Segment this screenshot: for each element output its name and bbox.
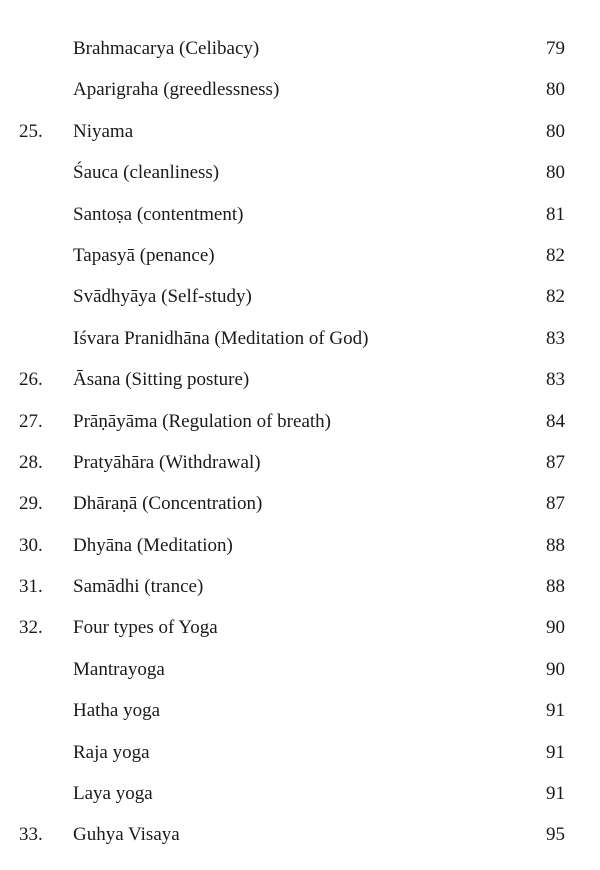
toc-entry [0, 649, 600, 690]
toc-entry-page: 84 [546, 410, 565, 432]
toc-entry-title: Dhyāna (Meditation) [73, 534, 233, 556]
toc-entry-number: 26. [19, 369, 43, 391]
toc-entry [0, 194, 600, 235]
toc-entry-page: 90 [546, 617, 565, 639]
toc-entry-page: 79 [546, 38, 565, 59]
toc-entry-number: 31. [19, 576, 43, 598]
toc-entry-page: 81 [546, 203, 565, 225]
toc-entry-page: 80 [546, 120, 565, 142]
toc-entry [0, 442, 600, 483]
toc-entry-title: Pratyāhāra (Withdrawal) [73, 451, 261, 473]
toc-entry [0, 525, 600, 566]
toc-entry-page: 87 [546, 451, 565, 473]
toc-entry-title: Mantrayoga [73, 658, 165, 680]
toc-entry [0, 276, 600, 317]
toc-entry-title: Śauca (cleanliness) [73, 162, 220, 184]
toc-entry [0, 111, 600, 152]
toc-entry [0, 359, 600, 400]
toc-entry-number: 30. [19, 534, 43, 556]
toc-entry [0, 773, 600, 814]
toc-entry-number: 33. [19, 824, 43, 846]
toc-entry-title: Four types of Yoga [73, 617, 218, 639]
toc-entry-number: 32. [19, 617, 43, 639]
toc-entry [0, 318, 600, 359]
toc-entry-page: 83 [546, 327, 565, 349]
toc-entry-title: Tapasyā (penance) [73, 244, 215, 266]
toc-entry [0, 152, 600, 193]
toc-entry-title: Hatha yoga [73, 700, 161, 722]
toc-entry-page: 80 [546, 79, 565, 101]
toc-entry [0, 814, 600, 855]
toc-entry-page: 88 [546, 576, 565, 598]
toc-entry [0, 607, 600, 648]
toc-entry-number: 28. [19, 451, 43, 473]
toc-entry-page: 83 [546, 369, 565, 391]
toc-entry-title: Guhya Visaya [73, 824, 180, 846]
toc-entry-title: Aparigraha (greedlessness) [73, 79, 280, 101]
table-of-contents [0, 28, 600, 856]
toc-entry [0, 690, 600, 731]
toc-entry [0, 566, 600, 607]
toc-entry-title: Raja yoga [73, 741, 150, 763]
toc-entry-page: 91 [546, 700, 565, 722]
toc-entry-title: Laya yoga [73, 783, 153, 805]
toc-entry [0, 732, 600, 773]
toc-entry-page: 88 [546, 534, 565, 556]
toc-entry [0, 483, 600, 524]
toc-entry-title: Prāṇāyāma (Regulation of breath) [73, 410, 331, 432]
toc-entry-number: 29. [19, 493, 43, 515]
toc-entry-title: Svādhyāya (Self-study) [73, 286, 252, 308]
toc-entry-title: Niyama [73, 120, 134, 142]
toc-entry-page: 80 [546, 162, 565, 184]
toc-entry-page: 91 [546, 741, 565, 763]
toc-entry-page: 95 [546, 824, 565, 846]
toc-entry-title: Samādhi (trance) [73, 576, 204, 598]
toc-entry-page: 90 [546, 658, 565, 680]
toc-entry-title: Dhāraṇā (Concentration) [73, 493, 263, 515]
toc-entry-number: 27. [19, 410, 43, 432]
toc-entry-number: 25. [19, 120, 43, 142]
toc-entry-page: 91 [546, 783, 565, 805]
toc-entry [0, 235, 600, 276]
toc-entry [0, 28, 600, 69]
toc-entry-page: 82 [546, 244, 565, 266]
toc-entry-page: 87 [546, 493, 565, 515]
toc-entry-title: Santoṣa (contentment) [73, 203, 244, 225]
toc-entry-page: 82 [546, 286, 565, 308]
toc-entry [0, 401, 600, 442]
toc-entry [0, 69, 600, 110]
toc-entry-title: Āsana (Sitting posture) [73, 369, 250, 391]
toc-entry-title: Brahmacarya (Celibacy) [73, 38, 260, 59]
toc-entry-title: Iśvara Pranidhāna (Meditation of God) [73, 327, 369, 349]
